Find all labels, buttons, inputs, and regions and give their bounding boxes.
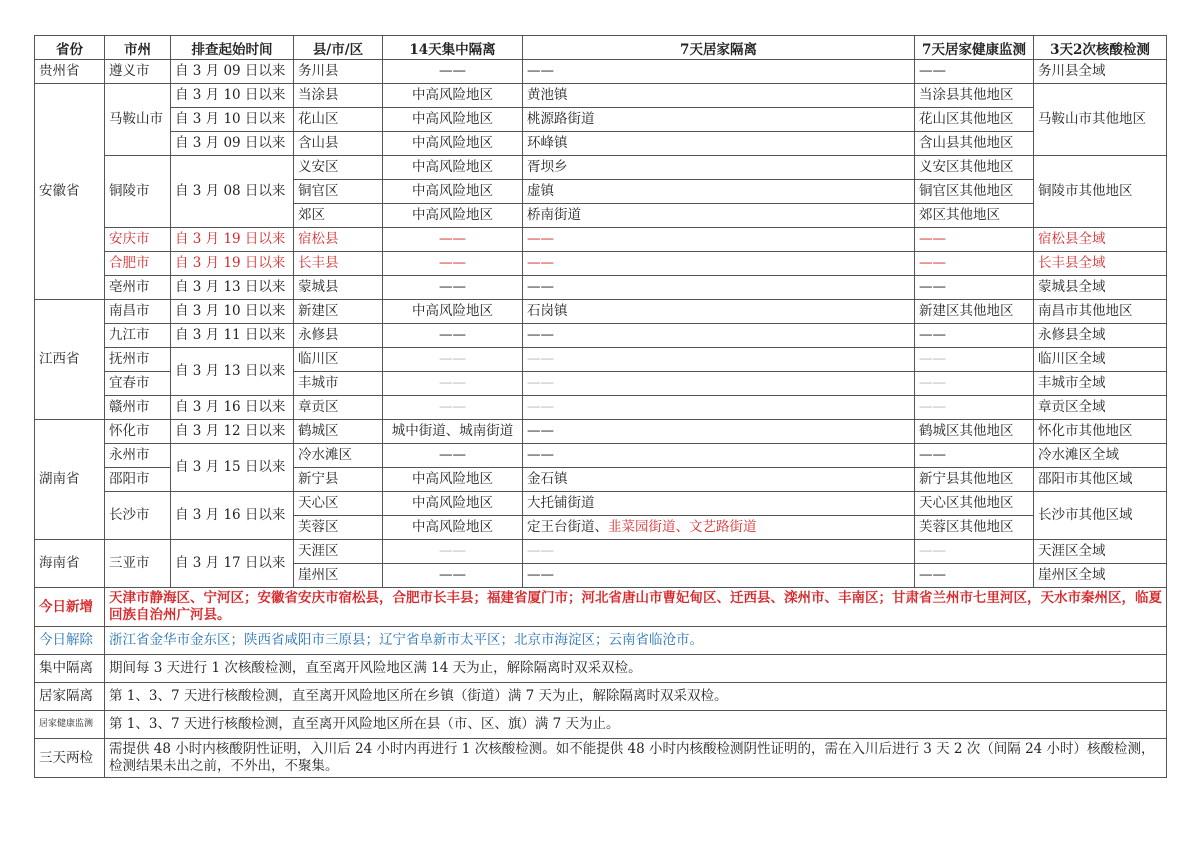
county-cell: 冷水滩区 [294,444,383,468]
date-cell: 自 3 月 10 日以来 [171,84,294,108]
table-row [35,108,1167,132]
test-cell: 崖州区全域 [1034,564,1167,588]
note-row-test [35,739,1167,778]
date-cell: 自 3 月 19 日以来 [171,252,294,276]
test-cell: 宿松县全域 [1034,228,1167,252]
note-text: 浙江省金华市金东区；陕西省咸阳市三原县；辽宁省阜新市太平区；北京市海淀区；云南省临沧市。 [105,627,1167,655]
monitor-cell: 芙蓉区其他地区 [915,516,1034,540]
header-health-monitoring: 7天居家健康监测 [915,36,1034,60]
central-cell: —— [383,540,523,564]
monitor-cell: —— [915,444,1034,468]
note-text: 期间每 3 天进行 1 次核酸检测，直至离开风险地区满 14 天为止，解除隔离时双采双检。 [105,655,1167,683]
province-cell: 江西省 [35,300,105,420]
home-cell: —— [523,396,915,420]
county-cell: 天心区 [294,492,383,516]
note-text: 第 1、3、7 天进行核酸检测，直至离开风险地区所在县（市、区、旗）满 7 天为止。 [105,711,1167,739]
test-cell: 长沙市其他区域 [1034,492,1167,540]
monitor-cell: —— [915,228,1034,252]
note-row-lifted [35,627,1167,655]
note-row-added [35,588,1167,627]
note-label: 今日解除 [35,627,105,655]
county-cell: 当涂县 [294,84,383,108]
home-cell: —— [523,564,915,588]
table-row [35,228,1167,252]
city-cell: 赣州市 [105,396,171,420]
central-cell: —— [383,324,523,348]
city-cell: 怀化市 [105,420,171,444]
table-row [35,60,1167,84]
city-cell: 安庆市 [105,228,171,252]
province-cell: 贵州省 [35,60,105,84]
county-cell: 永修县 [294,324,383,348]
note-label: 三天两检 [35,739,105,778]
home-cell: 金石镇 [523,468,915,492]
monitor-cell: —— [915,276,1034,300]
home-cell: 黄池镇 [523,84,915,108]
header-start-time: 排查起始时间 [171,36,294,60]
table-row [35,420,1167,444]
date-cell: 自 3 月 13 日以来 [171,276,294,300]
test-cell: 怀化市其他地区 [1034,420,1167,444]
header-city: 市州 [105,36,171,60]
county-cell: 宿松县 [294,228,383,252]
monitor-cell: —— [915,540,1034,564]
date-cell: 自 3 月 13 日以来 [171,348,294,396]
central-cell: —— [383,60,523,84]
date-cell: 自 3 月 19 日以来 [171,228,294,252]
home-cell: 胥坝乡 [523,156,915,180]
county-cell: 铜官区 [294,180,383,204]
table-row [35,348,1167,372]
central-cell: 城中街道、城南街道 [383,420,523,444]
monitor-cell: —— [915,324,1034,348]
note-row-home [35,683,1167,711]
home-cell: —— [523,276,915,300]
test-cell: 南昌市其他地区 [1034,300,1167,324]
test-cell: 丰城市全域 [1034,372,1167,396]
central-cell: 中高风险地区 [383,156,523,180]
test-cell: 天涯区全域 [1034,540,1167,564]
note-text: 第 1、3、7 天进行核酸检测，直至离开风险地区所在乡镇（街道）满 7 天为止，解除隔离时双采双检。 [105,683,1167,711]
header-county: 县/市/区 [294,36,383,60]
city-cell: 九江市 [105,324,171,348]
table-row [35,156,1167,180]
home-text-new: 韭菜园街道、文艺路街道 [608,519,757,535]
monitor-cell: 含山县其他地区 [915,132,1034,156]
note-label: 集中隔离 [35,655,105,683]
monitor-cell: —— [915,564,1034,588]
city-cell: 马鞍山市 [105,84,171,156]
city-cell: 抚州市 [105,348,171,372]
central-cell: 中高风险地区 [383,132,523,156]
county-cell: 花山区 [294,108,383,132]
home-cell: —— [523,372,915,396]
county-cell: 义安区 [294,156,383,180]
home-text-normal: 定王台街道、 [527,519,608,535]
note-row-central [35,655,1167,683]
monitor-cell: —— [915,348,1034,372]
county-cell: 崖州区 [294,564,383,588]
table-row [35,324,1167,348]
city-cell: 三亚市 [105,540,171,588]
monitor-cell: 天心区其他地区 [915,492,1034,516]
note-text: 天津市静海区、宁河区；安徽省安庆市宿松县，合肥市长丰县；福建省厦门市；河北省唐山市曹妃甸区、迁西县、滦州市、丰南区；甘肃省兰州市七里河区，天水市秦州区，临夏回族自治州广河县。 [105,588,1167,627]
table-row [35,396,1167,420]
central-cell: —— [383,348,523,372]
date-cell: 自 3 月 10 日以来 [171,300,294,324]
home-cell: —— [523,540,915,564]
county-cell: 长丰县 [294,252,383,276]
monitor-cell: —— [915,60,1034,84]
central-cell: 中高风险地区 [383,468,523,492]
county-cell: 新建区 [294,300,383,324]
city-cell: 宜春市 [105,372,171,396]
header-nucleic-test: 3天2次核酸检测 [1034,36,1167,60]
home-cell: —— [523,444,915,468]
city-cell: 南昌市 [105,300,171,324]
central-cell: 中高风险地区 [383,492,523,516]
home-cell: 桥南街道 [523,204,915,228]
table-row [35,300,1167,324]
county-cell: 郊区 [294,204,383,228]
note-label: 居家健康监测 [35,711,105,739]
home-cell: —— [523,324,915,348]
test-cell: 务川县全域 [1034,60,1167,84]
central-cell: 中高风险地区 [383,108,523,132]
monitor-cell: —— [915,372,1034,396]
central-cell: —— [383,276,523,300]
home-cell: 大托铺街道 [523,492,915,516]
test-cell: 长丰县全域 [1034,252,1167,276]
home-cell: —— [523,228,915,252]
note-label: 居家隔离 [35,683,105,711]
test-cell: 邵阳市其他区域 [1034,468,1167,492]
central-cell: —— [383,372,523,396]
date-cell: 自 3 月 16 日以来 [171,396,294,420]
city-cell: 永州市 [105,444,171,468]
date-cell: 自 3 月 15 日以来 [171,444,294,492]
central-cell: —— [383,228,523,252]
central-cell: 中高风险地区 [383,300,523,324]
central-cell: 中高风险地区 [383,516,523,540]
county-cell: 章贡区 [294,396,383,420]
county-cell: 务川县 [294,60,383,84]
province-cell: 海南省 [35,540,105,588]
county-cell: 丰城市 [294,372,383,396]
county-cell: 芙蓉区 [294,516,383,540]
central-cell: —— [383,564,523,588]
monitor-cell: 郊区其他地区 [915,204,1034,228]
monitor-cell: 新建区其他地区 [915,300,1034,324]
monitor-cell: 花山区其他地区 [915,108,1034,132]
monitor-cell: —— [915,396,1034,420]
monitor-cell: 鹤城区其他地区 [915,420,1034,444]
city-cell: 邵阳市 [105,468,171,492]
central-cell: —— [383,396,523,420]
test-cell: 马鞍山市其他地区 [1034,84,1167,156]
home-cell: —— [523,252,915,276]
county-cell: 新宁县 [294,468,383,492]
header-home-quarantine: 7天居家隔离 [523,36,915,60]
home-cell: —— [523,420,915,444]
monitor-cell: 铜官区其他地区 [915,180,1034,204]
date-cell: 自 3 月 16 日以来 [171,492,294,540]
county-cell: 天涯区 [294,540,383,564]
note-row-monitor [35,711,1167,739]
test-cell: 章贡区全域 [1034,396,1167,420]
date-cell: 自 3 月 12 日以来 [171,420,294,444]
test-cell: 蒙城县全域 [1034,276,1167,300]
county-cell: 临川区 [294,348,383,372]
central-cell: 中高风险地区 [383,180,523,204]
central-cell: 中高风险地区 [383,84,523,108]
header-central-quarantine: 14天集中隔离 [383,36,523,60]
note-text: 需提供 48 小时内核酸阴性证明，入川后 24 小时内再进行 1 次核酸检测。如不能提供 48 小时内核酸检测阴性证明的，需在入川后进行 3 天 2 次（间隔 24 小时）核酸检测，检测结果未出之前，不外出，不聚集。 [105,739,1167,778]
table-row [35,132,1167,156]
date-cell: 自 3 月 09 日以来 [171,132,294,156]
date-cell: 自 3 月 08 日以来 [171,156,294,228]
quarantine-policy-table [34,35,1167,778]
test-cell: 冷水滩区全域 [1034,444,1167,468]
home-cell [523,516,915,540]
date-cell: 自 3 月 09 日以来 [171,60,294,84]
county-cell: 含山县 [294,132,383,156]
monitor-cell: 新宁县其他地区 [915,468,1034,492]
city-cell: 长沙市 [105,492,171,540]
table-row [35,444,1167,468]
home-cell: —— [523,60,915,84]
monitor-cell: 义安区其他地区 [915,156,1034,180]
header-province: 省份 [35,36,105,60]
date-cell: 自 3 月 10 日以来 [171,108,294,132]
table-row [35,492,1167,516]
home-cell: 桃源路街道 [523,108,915,132]
monitor-cell: 当涂县其他地区 [915,84,1034,108]
table-row [35,276,1167,300]
monitor-cell: —— [915,252,1034,276]
central-cell: 中高风险地区 [383,204,523,228]
table-row [35,252,1167,276]
note-label: 今日新增 [35,588,105,627]
province-cell: 安徽省 [35,84,105,300]
test-cell: 临川区全域 [1034,348,1167,372]
central-cell: —— [383,444,523,468]
county-cell: 鹤城区 [294,420,383,444]
date-cell: 自 3 月 17 日以来 [171,540,294,588]
county-cell: 蒙城县 [294,276,383,300]
date-cell: 自 3 月 11 日以来 [171,324,294,348]
home-cell: —— [523,348,915,372]
header-row [35,36,1167,60]
home-cell: 虚镇 [523,180,915,204]
city-cell: 亳州市 [105,276,171,300]
test-cell: 铜陵市其他地区 [1034,156,1167,228]
home-cell: 石岗镇 [523,300,915,324]
home-cell: 环峰镇 [523,132,915,156]
table-row [35,84,1167,108]
city-cell: 铜陵市 [105,156,171,228]
central-cell: —— [383,252,523,276]
table-row [35,540,1167,564]
city-cell: 合肥市 [105,252,171,276]
city-cell: 遵义市 [105,60,171,84]
test-cell: 永修县全域 [1034,324,1167,348]
province-cell: 湖南省 [35,420,105,540]
